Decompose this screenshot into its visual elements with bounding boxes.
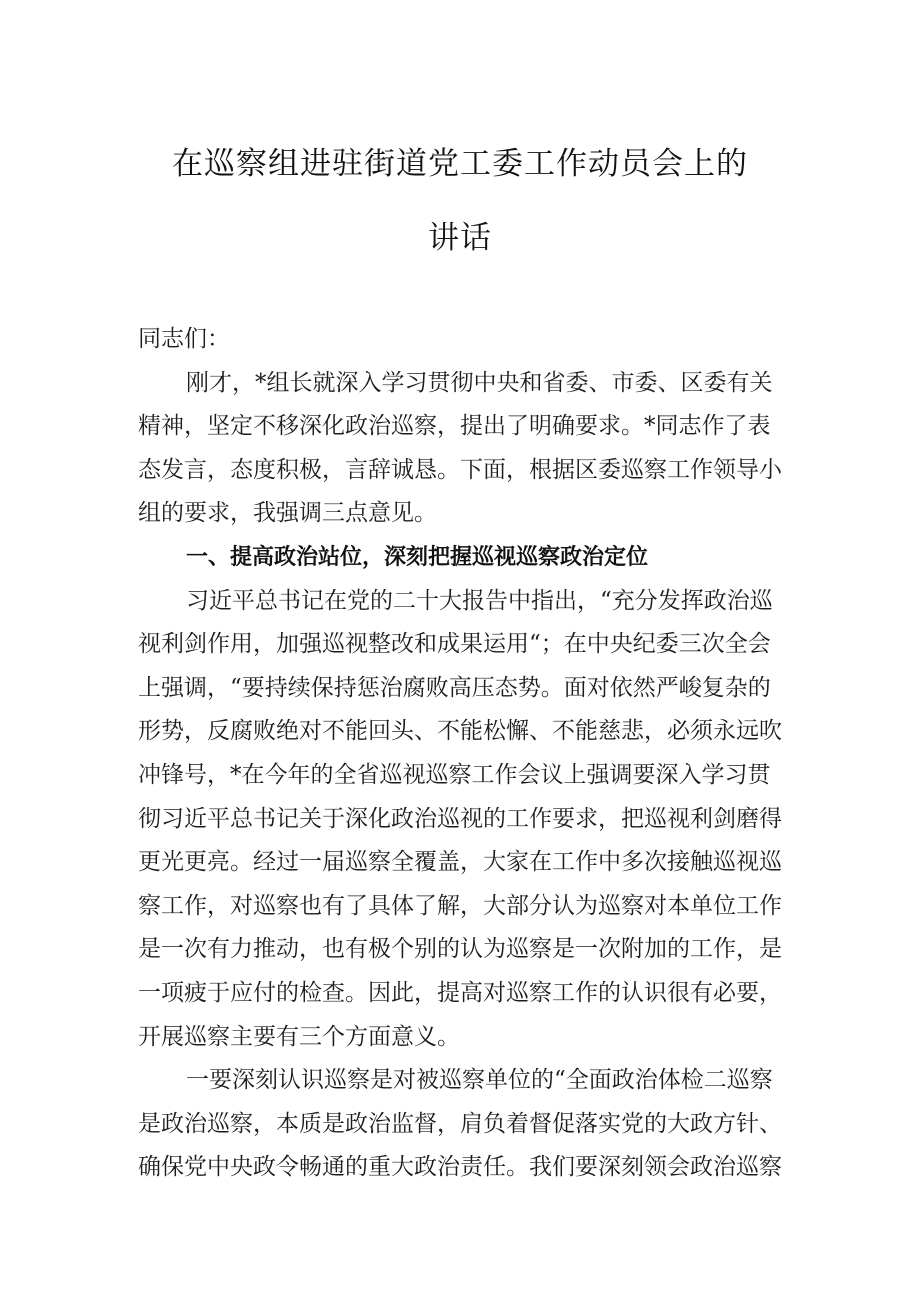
paragraph-2-line: 察工作，对巡察也有了具体了解，大部分认为巡察对本单位工作	[138, 892, 782, 919]
paragraph-1-line: 刚才，*组长就深入学习贯彻中央和省委、市委、区委有关	[186, 369, 773, 396]
paragraph-1-line: 精神，坚定不移深化政治巡察，提出了明确要求。*同志作了表	[138, 413, 771, 440]
paragraph-2-line: 习近平总书记在党的二十大报告中指出，“充分发挥政治巡	[186, 587, 773, 614]
paragraph-2-line: 上强调，“要持续保持惩治腐败高压态势。面对依然严峻复杂的	[138, 674, 771, 701]
document-title-line-1: 在巡察组进驻街道党工委工作动员会上的	[172, 146, 748, 182]
paragraph-2-line: 开展巡察主要有三个方面意义。	[138, 1023, 460, 1050]
paragraph-3-line: 确保党中央政令畅通的重大政治责任。我们要深刻领会政治巡察	[138, 1154, 782, 1181]
document-body	[138, 318, 788, 1190]
paragraph-2-line: 形势，反腐败绝对不能回头、不能松懈、不能慈悲，必须永远吹	[138, 718, 782, 745]
section-heading-1: 一、提高政治站位，深刻把握巡视巡察政治定位	[186, 544, 649, 570]
paragraph-1-line: 态发言，态度积极，言辞诚恳。下面，根据区委巡察工作领导小	[138, 456, 782, 483]
paragraph-2-line: 是一次有力推动，也有极个别的认为巡察是一次附加的工作，是	[138, 936, 782, 963]
document-title-line-2: 讲话	[428, 220, 492, 256]
paragraph-2-line: 一项疲于应付的检查。因此，提高对巡察工作的认识很有必要，	[138, 979, 782, 1006]
paragraph-2-line: 更光更亮。经过一届巡察全覆盖，大家在工作中多次接触巡视巡	[138, 849, 782, 876]
paragraph-3-line: 是政治巡察，本质是政治监督，肩负着督促落实党的大政方针、	[138, 1110, 782, 1137]
paragraph-2-line: 彻习近平总书记关于深化政治巡视的工作要求，把巡视利剑磨得	[138, 805, 782, 832]
paragraph-2-line: 冲锋号，*在今年的全省巡视巡察工作会议上强调要深入学习贯	[138, 761, 771, 788]
paragraph-3-line: 一要深刻认识巡察是对被巡察单位的“全面政治体检二巡察	[186, 1067, 773, 1094]
paragraph-2-line: 视利剑作用，加强巡视整改和成果运用“；在中央纪委三次全会	[138, 631, 771, 658]
salutation: 同志们：	[138, 326, 230, 352]
paragraph-1-line: 组的要求，我强调三点意见。	[138, 500, 437, 527]
